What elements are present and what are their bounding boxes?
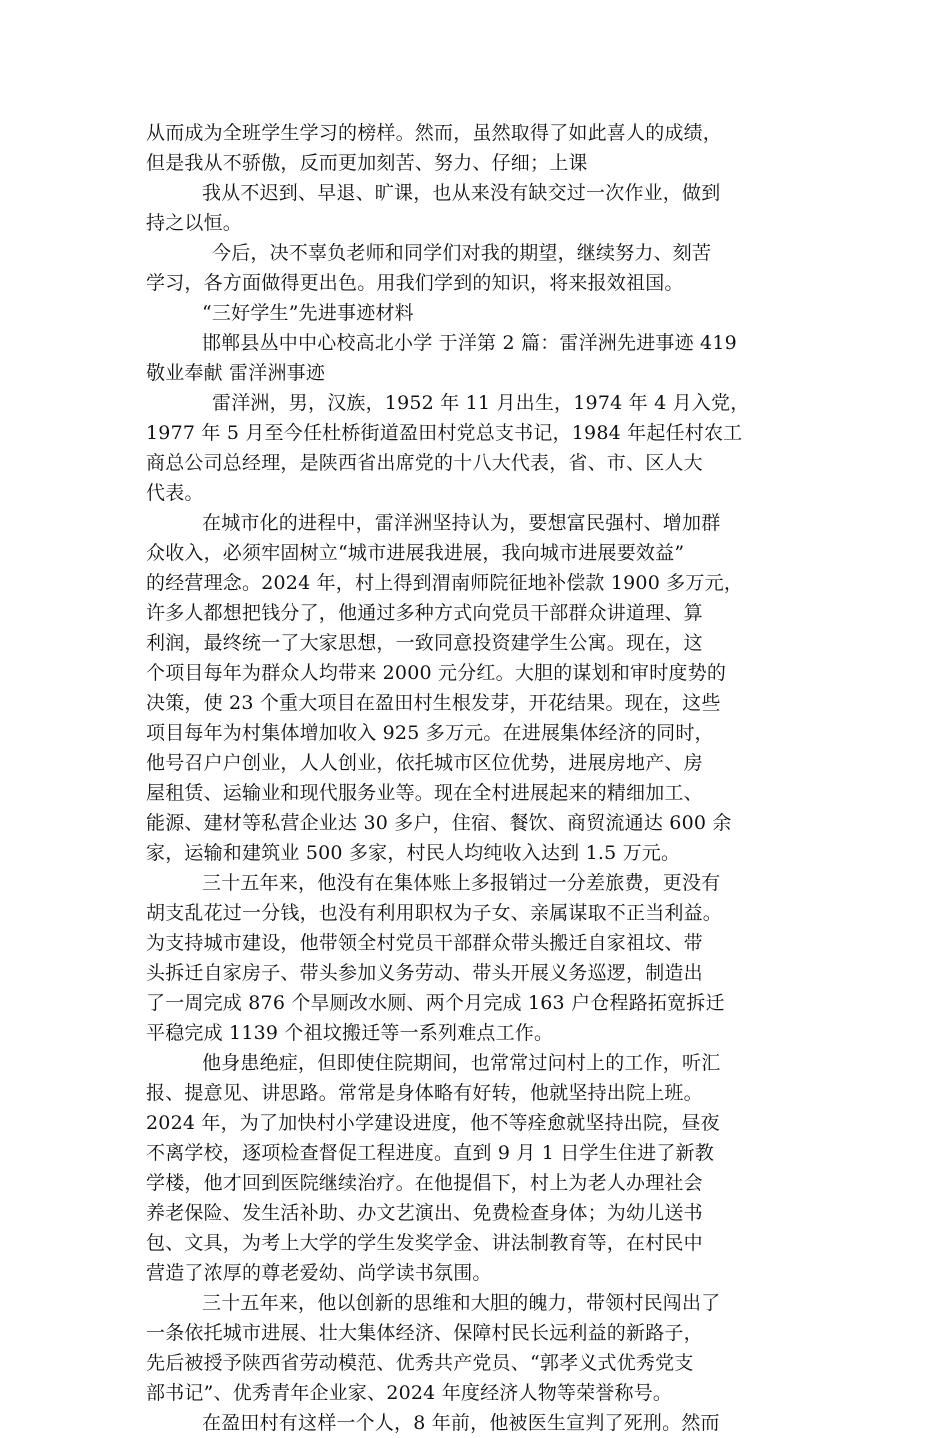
- text-line: 在城市化的进程中，雷洋洲坚持认为，要想富民强村、增加群: [202, 512, 721, 534]
- text-line: 的经营理念。2024 年，村上得到渭南师院征地补偿款 1900 多万元，: [146, 572, 744, 594]
- text-line: 他身患绝症，但即使住院期间，也常常过问村上的工作，听汇: [202, 1052, 721, 1074]
- text-line: 商总公司总经理，是陕西省出席党的十八大代表，省、市、区人大: [146, 452, 703, 474]
- text-line: 家，运输和建筑业 500 多家，村民人均纯收入达到 1.5 万元。: [146, 842, 681, 864]
- text-line: 项目每年为村集体增加收入 925 多万元。在进展集体经济的同时，: [146, 722, 714, 744]
- text-line: 学楼，他才回到医院继续治疗。在他提倡下，村上为老人办理社会: [146, 1172, 703, 1194]
- text-line: 胡支乱花过一分钱，也没有利用职权为子女、亲属谋取不正当利益。: [146, 902, 723, 924]
- text-line: 部书记”、优秀青年企业家、2024 年度经济人物等荣誉称号。: [146, 1382, 673, 1404]
- text-line: 平稳完成 1139 个祖坟搬迁等一系列难点工作。: [146, 1022, 554, 1044]
- text-line: 头拆迁自家房子、带头参加义务劳动、带头开展义务巡逻，制造出: [146, 962, 703, 984]
- text-line: 为支持城市建设，他带领全村党员干部群众带头搬迁自家祖坟、带: [146, 932, 703, 954]
- text-line: 三十五年来，他以创新的思维和大胆的魄力，带领村民闯出了: [202, 1292, 721, 1314]
- text-line: 一条依托城市进展、壮大集体经济、保障村民长远利益的新路子，: [146, 1322, 703, 1344]
- text-line: 先后被授予陕西省劳动模范、优秀共产党员、“郭孝义式优秀党支: [146, 1352, 694, 1374]
- document-body: [146, 118, 806, 1438]
- text-line: 他号召户户创业，人人创业，依托城市区位优势，进展房地产、房: [146, 752, 703, 774]
- text-line: 但是我从不骄傲，反而更加刻苦、努力、仔细；上课: [146, 152, 588, 174]
- text-line: 不离学校，逐项检查督促工程进度。直到 9 月 1 日学生住进了新教: [146, 1142, 714, 1164]
- text-line: “三好学生”先进事迹材料: [202, 302, 414, 324]
- text-line: 了一周完成 876 个旱厕改水厕、两个月完成 163 户仓程路拓宽拆迁: [146, 992, 725, 1014]
- text-line: 邯郸县丛中中心校高北小学 于洋第 2 篇：雷洋洲先进事迹 419: [202, 332, 737, 354]
- text-line: 个项目每年为群众人均带来 2000 元分红。大胆的谋划和审时度势的: [146, 662, 727, 684]
- text-line: 在盈田村有这样一个人，8 年前，他被医生宣判了死刑。然而: [202, 1412, 720, 1434]
- text-line: 能源、建材等私营企业达 30 多户，住宿、餐饮、商贸流通达 600 余: [146, 812, 732, 834]
- text-line: 我从不迟到、早退、旷课，也从来没有缺交过一次作业，做到: [202, 182, 721, 204]
- text-line: 2024 年，为了加快村小学建设进度，他不等痊愈就坚持出院，昼夜: [146, 1112, 720, 1134]
- text-line: 包、文具，为考上大学的学生发奖学金、讲法制教育等，在村民中: [146, 1232, 703, 1254]
- text-line: 报、提意见、讲思路。常常是身体略有好转，他就坚持出院上班。: [146, 1082, 703, 1104]
- text-line: 1977 年 5 月至今任杜桥街道盈田村党总支书记，1984 年起任村农工: [146, 422, 743, 444]
- text-line: 三十五年来，他没有在集体账上多报销过一分差旅费，更没有: [202, 872, 721, 894]
- text-line: 利润，最终统一了大家思想，一致同意投资建学生公寓。现在，这: [146, 632, 703, 654]
- text-line: 从而成为全班学生学习的榜样。然而，虽然取得了如此喜人的成绩，: [146, 122, 723, 144]
- text-line: 营造了浓厚的尊老爱幼、尚学读书氛围。: [146, 1262, 492, 1284]
- text-line: 屋租赁、运输业和现代服务业等。现在全村进展起来的精细加工、: [146, 782, 703, 804]
- text-line: 雷洋洲，男，汉族，1952 年 11 月出生，1974 年 4 月入党，: [212, 392, 750, 414]
- text-line: 今后，决不辜负老师和同学们对我的期望，继续努力、刻苦: [212, 242, 712, 264]
- text-line: 养老保险、发生活补助、办文艺演出、免费检查身体；为幼儿送书: [146, 1202, 703, 1224]
- text-line: 代表。: [146, 482, 204, 504]
- text-line: 决策，使 23 个重大项目在盈田村生根发芽，开花结果。现在，这些: [146, 692, 721, 714]
- text-line: 学习，各方面做得更出色。用我们学到的知识，将来报效祖国。: [146, 272, 684, 294]
- text-line: 敬业奉献 雷洋洲事迹: [146, 362, 326, 384]
- text-line: 众收入，必须牢固树立“城市进展我进展，我向城市进展要效益”: [146, 542, 685, 564]
- text-line: 许多人都想把钱分了，他通过多种方式向党员干部群众讲道理、算: [146, 602, 703, 624]
- text-line: 持之以恒。: [146, 212, 243, 234]
